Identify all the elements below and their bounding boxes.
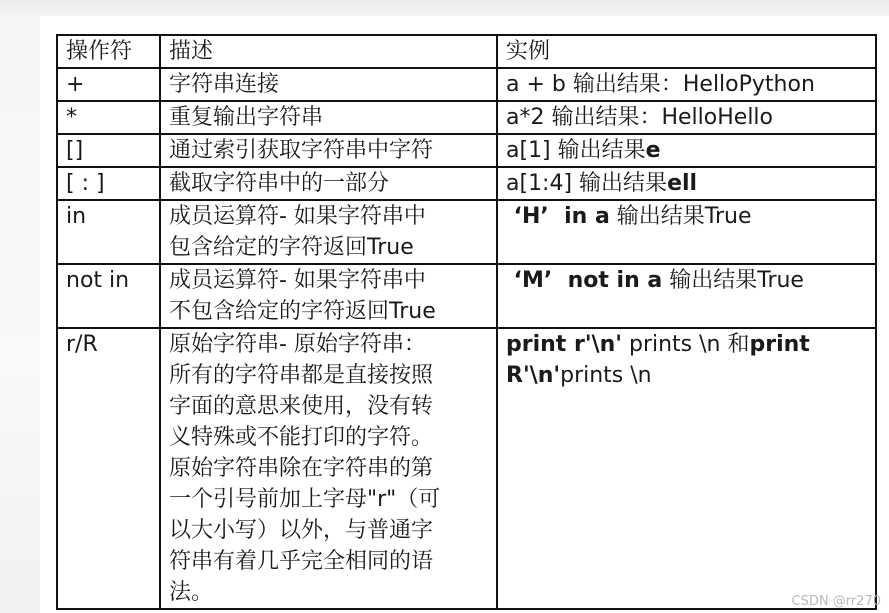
example-code-bold: e bbox=[645, 138, 661, 163]
description-cell bbox=[160, 328, 497, 609]
description-line: 成员运算符- 如果字符串中 bbox=[169, 204, 426, 229]
example-line bbox=[506, 360, 875, 391]
table-row bbox=[57, 101, 876, 134]
example-code-bold: ell bbox=[667, 171, 698, 196]
table-header-row bbox=[57, 35, 876, 68]
watermark: CSDN @rr270 bbox=[791, 594, 881, 609]
description-line: 截取字符串中的一部分 bbox=[169, 171, 390, 196]
description-line: 重复输出字符串 bbox=[169, 105, 324, 130]
table-row bbox=[57, 167, 876, 200]
description-line: 符串有着几乎完全相同的语 bbox=[169, 549, 434, 574]
description-line: 字符串连接 bbox=[169, 72, 280, 97]
operator-cell: + bbox=[57, 68, 160, 101]
header-example: 实例 bbox=[497, 35, 876, 68]
example-code-bold: R'\n' bbox=[506, 363, 561, 388]
description-line: 原始字符串- 原始字符串： bbox=[169, 332, 426, 357]
description-line: 成员运算符- 如果字符串中 bbox=[169, 268, 426, 293]
description-line: 法。 bbox=[169, 580, 214, 605]
description-cell bbox=[160, 264, 497, 328]
example-text: a[1:4] 输出结果 bbox=[506, 171, 668, 196]
description-line: 所有的字符串都是直接按照 bbox=[169, 363, 434, 388]
example-code-bold: ‘H’ in a bbox=[506, 204, 610, 229]
description-line: 字面的意思来使用，没有转 bbox=[169, 394, 434, 419]
description-line: 原始字符串除在字符串的第 bbox=[169, 456, 434, 481]
description-cell bbox=[160, 68, 497, 101]
example-code-bold: ‘M’ not in a bbox=[506, 268, 663, 293]
operator-cell: [ : ] bbox=[57, 167, 160, 200]
description-line: 以大小写）以外，与普通字 bbox=[169, 518, 434, 543]
operator-cell: in bbox=[57, 200, 160, 264]
table-row bbox=[57, 200, 876, 264]
example-cell bbox=[497, 264, 876, 328]
operator-cell: r/R bbox=[57, 328, 160, 609]
header-description: 描述 bbox=[160, 35, 497, 68]
description-cell bbox=[160, 167, 497, 200]
table-row bbox=[57, 134, 876, 167]
example-line bbox=[506, 135, 875, 166]
example-code-bold: print r'\n' bbox=[506, 332, 622, 357]
description-cell bbox=[160, 134, 497, 167]
description-line: 一个引号前加上字母"r"（可 bbox=[169, 487, 441, 512]
description-cell bbox=[160, 200, 497, 264]
example-text: a[1] 输出结果 bbox=[506, 138, 646, 163]
example-cell bbox=[497, 68, 876, 101]
table-row bbox=[57, 68, 876, 101]
description-line: 通过索引获取字符串中字符 bbox=[169, 138, 434, 163]
example-text: prints \n 和 bbox=[622, 332, 750, 357]
example-line bbox=[506, 265, 875, 296]
operator-cell: not in bbox=[57, 264, 160, 328]
example-line bbox=[506, 168, 875, 199]
description-cell bbox=[160, 101, 497, 134]
example-cell bbox=[497, 200, 876, 264]
table-row bbox=[57, 264, 876, 328]
header-operator: 操作符 bbox=[57, 35, 160, 68]
example-line bbox=[506, 329, 875, 360]
example-cell bbox=[497, 101, 876, 134]
example-line bbox=[506, 102, 875, 133]
description-line: 义特殊或不能打印的字符。 bbox=[169, 425, 434, 450]
string-operators-table bbox=[56, 34, 877, 610]
example-text: 输出结果True bbox=[662, 268, 804, 293]
example-code-bold: print bbox=[749, 332, 810, 357]
example-cell bbox=[497, 134, 876, 167]
operator-cell: [] bbox=[57, 134, 160, 167]
example-line bbox=[506, 201, 875, 232]
example-cell bbox=[497, 328, 876, 609]
example-text: 输出结果True bbox=[609, 204, 752, 229]
description-line: 不包含给定的字符返回True bbox=[169, 299, 436, 324]
description-line: 包含给定的字符返回True bbox=[169, 235, 414, 260]
operator-cell: * bbox=[57, 101, 160, 134]
table-row bbox=[57, 328, 876, 609]
example-line bbox=[506, 69, 875, 100]
example-text: prints \n bbox=[560, 363, 652, 388]
example-text: a + b 输出结果：HelloPython bbox=[506, 72, 815, 97]
example-text: a*2 输出结果：HelloHello bbox=[506, 105, 773, 130]
example-cell bbox=[497, 167, 876, 200]
